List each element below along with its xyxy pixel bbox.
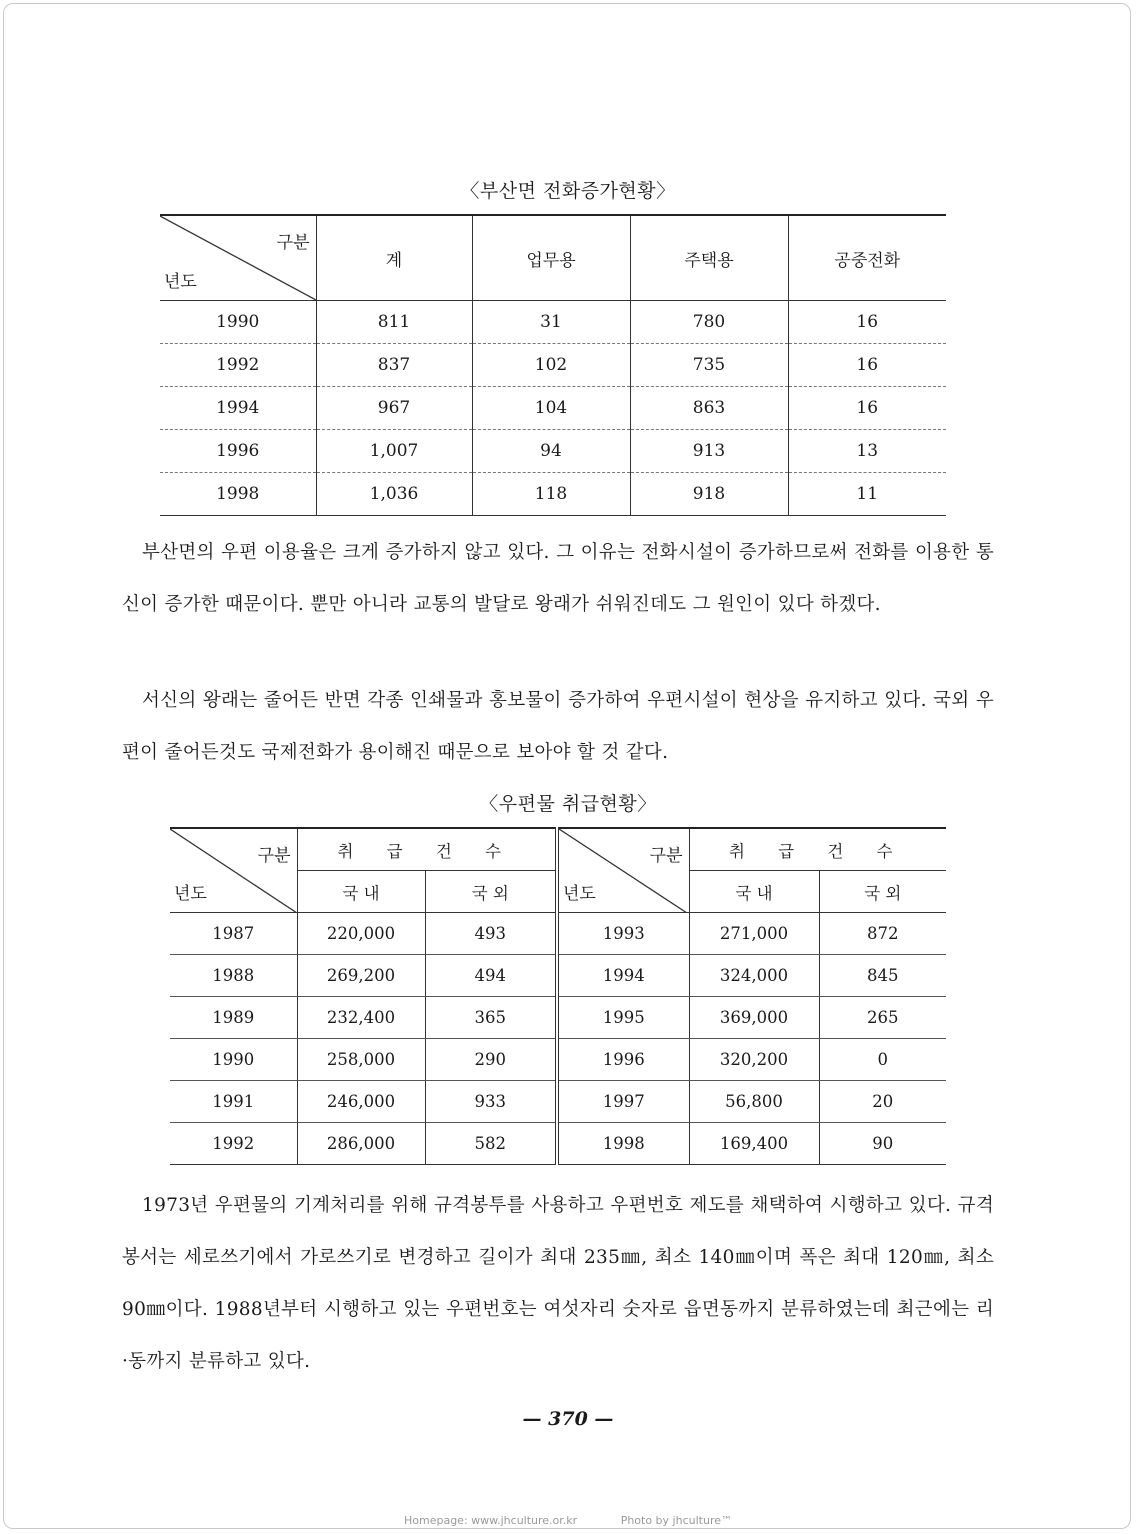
table-row — [170, 1123, 946, 1165]
table-cell: 290 — [425, 1039, 557, 1081]
corner-cell — [160, 215, 316, 301]
footer-credit — [0, 1514, 1136, 1527]
table-cell: 845 — [819, 955, 946, 997]
table-header-row — [160, 215, 946, 301]
column-header: 계 — [316, 215, 472, 301]
year-cell: 1998 — [557, 1123, 689, 1165]
corner-cell — [170, 828, 297, 913]
corner-label-year: 년도 — [164, 272, 197, 292]
paragraph-letters: 서신의 왕래는 줄어든 반면 각종 인쇄물과 홍보물이 증가하여 우편시설이 현상을 유지하고 있다. 국외 우편이 줄어든것도 국제전화가 용이해진 때문으로 보아야 할 것 같다. — [122, 690, 994, 763]
corner-label-year: 년도 — [563, 884, 596, 904]
year-cell: 1991 — [170, 1081, 297, 1123]
table-row — [160, 430, 946, 473]
year-cell: 1996 — [557, 1039, 689, 1081]
year-cell: 1994 — [557, 955, 689, 997]
column-header: 국 내 — [297, 871, 425, 913]
table-cell: 1,007 — [316, 430, 472, 473]
table-cell: 863 — [630, 387, 788, 430]
table-cell: 735 — [630, 344, 788, 387]
paragraph-postal-code: 1973년 우편물의 기계처리를 위해 규격봉투를 사용하고 우편번호 제도를 채택하여 시행하고 있다. 규격봉서는 세로쓰기에서 가로쓰기로 변경하고 길이가 최대 235㎜, 최소 140㎜이며 폭은 최대 120㎜, 최소 90㎜이다. 1988년부터 시행하고 있는 우편번호는 여섯자리 숫자로 읍면동까지 분류하였는데 최근에는 리·동까지 분류하고 있다. — [122, 1195, 994, 1372]
table-cell: 265 — [819, 997, 946, 1039]
table-row — [170, 1081, 946, 1123]
table-cell: 365 — [425, 997, 557, 1039]
table-row — [160, 473, 946, 516]
table-cell: 220,000 — [297, 913, 425, 955]
table-cell: 90 — [819, 1123, 946, 1165]
table-cell: 31 — [472, 301, 630, 344]
year-cell: 1995 — [557, 997, 689, 1039]
postal-handling-table — [170, 827, 946, 1165]
table-row — [170, 955, 946, 997]
table-cell: 16 — [788, 344, 946, 387]
table-cell: 258,000 — [297, 1039, 425, 1081]
corner-cell — [557, 828, 689, 913]
table-cell: 118 — [472, 473, 630, 516]
table-row — [170, 1039, 946, 1081]
year-cell: 1994 — [160, 387, 316, 430]
table-cell: 16 — [788, 387, 946, 430]
table-cell: 0 — [819, 1039, 946, 1081]
footer-photo-credit: Photo by jhculture™ — [620, 1514, 732, 1527]
table-cell: 11 — [788, 473, 946, 516]
table-header-row — [170, 828, 946, 871]
table-cell: 324,000 — [689, 955, 819, 997]
table-row — [170, 913, 946, 955]
table-cell: 286,000 — [297, 1123, 425, 1165]
table-cell: 369,000 — [689, 997, 819, 1039]
table-row — [160, 387, 946, 430]
year-cell: 1993 — [557, 913, 689, 955]
table-cell: 232,400 — [297, 997, 425, 1039]
table-cell: 246,000 — [297, 1081, 425, 1123]
table-cell: 16 — [788, 301, 946, 344]
table-cell: 872 — [819, 913, 946, 955]
table-cell: 933 — [425, 1081, 557, 1123]
year-cell: 1989 — [170, 997, 297, 1039]
corner-label-category: 구분 — [649, 846, 683, 866]
table-cell: 169,400 — [689, 1123, 819, 1165]
corner-label-category: 구분 — [257, 846, 291, 866]
phone-growth-table — [160, 214, 946, 516]
table-cell: 780 — [630, 301, 788, 344]
table-row — [160, 344, 946, 387]
table-cell: 104 — [472, 387, 630, 430]
table2-title: 〈 우편물 취급현황 〉 — [0, 789, 1136, 816]
table-cell: 1,036 — [316, 473, 472, 516]
year-cell: 1997 — [557, 1081, 689, 1123]
table1-title: 〈 부산면 전화증가현황 〉 — [0, 176, 1136, 203]
table-cell: 94 — [472, 430, 630, 473]
group-header: 취 급 건 수 — [297, 828, 557, 871]
table-cell: 493 — [425, 913, 557, 955]
paragraph-postal-usage: 부산면의 우편 이용율은 크게 증가하지 않고 있다. 그 이유는 전화시설이 증가하므로써 전화를 이용한 통신이 증가한 때문이다. 뿐만 아니라 교통의 발달로 왕래가 쉬워진데도 그 원인이 있다 하겠다. — [122, 542, 994, 615]
page-number: — 370 — — [522, 1408, 614, 1430]
table-cell: 811 — [316, 301, 472, 344]
group-header: 취 급 건 수 — [689, 828, 946, 871]
year-cell: 1990 — [170, 1039, 297, 1081]
table-cell: 918 — [630, 473, 788, 516]
year-cell: 1988 — [170, 955, 297, 997]
year-cell: 1998 — [160, 473, 316, 516]
table-cell: 13 — [788, 430, 946, 473]
column-header: 국 내 — [689, 871, 819, 913]
table-cell: 494 — [425, 955, 557, 997]
column-header: 국 외 — [425, 871, 557, 913]
table-row — [160, 301, 946, 344]
table-cell: 102 — [472, 344, 630, 387]
table-cell: 320,200 — [689, 1039, 819, 1081]
table-cell: 269,200 — [297, 955, 425, 997]
table-cell: 913 — [630, 430, 788, 473]
column-header: 업무용 — [472, 215, 630, 301]
column-header: 국 외 — [819, 871, 946, 913]
table-cell: 271,000 — [689, 913, 819, 955]
table-cell: 967 — [316, 387, 472, 430]
table-cell: 582 — [425, 1123, 557, 1165]
column-header: 공중전화 — [788, 215, 946, 301]
corner-label-year: 년도 — [174, 884, 207, 904]
year-cell: 1992 — [170, 1123, 297, 1165]
year-cell: 1987 — [170, 913, 297, 955]
corner-label-category: 구분 — [276, 233, 310, 253]
table-cell: 837 — [316, 344, 472, 387]
table-row — [170, 997, 946, 1039]
table-cell: 56,800 — [689, 1081, 819, 1123]
table-cell: 20 — [819, 1081, 946, 1123]
column-header: 주택용 — [630, 215, 788, 301]
year-cell: 1992 — [160, 344, 316, 387]
year-cell: 1990 — [160, 301, 316, 344]
footer-homepage: Homepage: www.jhculture.or.kr — [403, 1514, 578, 1527]
year-cell: 1996 — [160, 430, 316, 473]
